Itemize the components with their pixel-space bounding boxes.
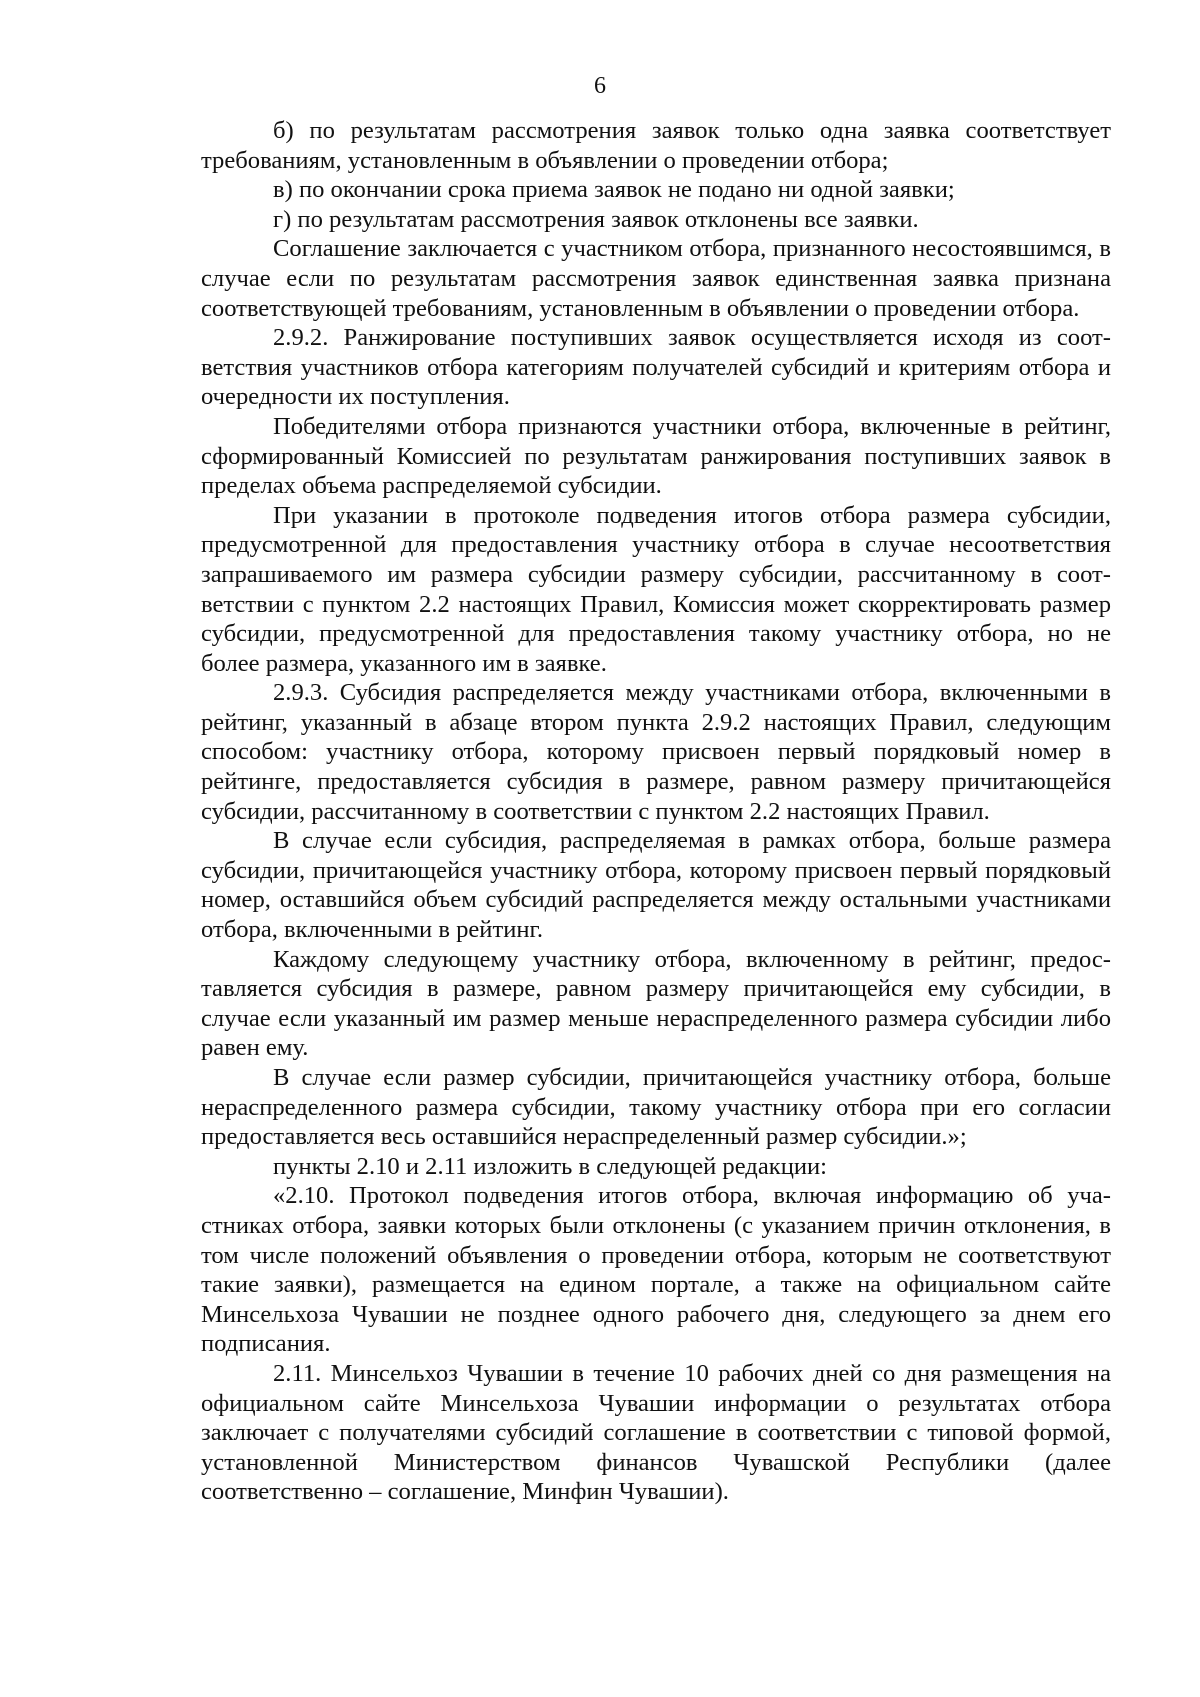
paragraph: 2.11. Минсельхоз Чувашии в течение 10 рабочих дней со дня размещения на официальном сайте Минсельхоза Чувашии информации о результатах отбора заключает с получателями субсидий соглашение в соответствии с типовой формой, установленной Министерством финансов Чувашской Республики (далее соответственно – соглашение, Минфин Чувашии). <box>201 1359 1111 1506</box>
paragraph: В случае если размер субсидии, причитающейся участнику отбора, больше нераспределенного размера субсидии, такому участнику отбора при его согласии предоставляется весь оставшийся нераспределенный размер субсидии.»; <box>201 1064 1111 1151</box>
page-number: 6 <box>594 73 606 99</box>
paragraph: При указании в протоколе подведения итогов отбора размера субсидии, предусмотренной для предоставления участнику отбора в случае несоответствия запрашиваемого им размера субсидии размеру субсидии, рассчитанному в соответствии с пунктом 2.2 настоящих Правил, Комиссия может скорректировать размер субсидии, предусмотренной для предоставления такому участнику отбора, но не более размера, указанного им в заявке. <box>201 501 1111 677</box>
paragraph: пункты 2.10 и 2.11 изложить в следующей редакции: <box>273 1152 828 1180</box>
paragraph: г) по результатам рассмотрения заявок отклонены все заявки. <box>273 205 919 233</box>
document-body <box>201 116 1111 1507</box>
paragraph: в) по окончании срока приема заявок не подано ни одной заявки; <box>273 176 955 204</box>
paragraph: 2.9.3. Субсидия распределяется между участниками отбора, включенными в рейтинг, указанный в абзаце втором пункта 2.9.2 настоящих Правил, следующим способом: участнику отбора, которому присвоен первый порядковый номер в рейтинге, предоставляется субсидия в размере, равном размеру причитающейся субсидии, рассчитанному в соответствии с пунктом 2.2 настоящих Правил. <box>201 679 1111 825</box>
paragraph: В случае если субсидия, распределяемая в рамках отбора, больше размера субсидии, причитающейся участнику отбора, которому присвоен первый порядковый номер, оставшийся объем субсидий распределяется между остальными участниками отбора, включенными в рейтинг. <box>201 827 1111 944</box>
paragraph: 2.9.2. Ранжирование поступивших заявок осуществляется исходя из соответствия участников отбора категориям получателей субсидий и критериям отбора и очередности их поступления. <box>201 324 1111 411</box>
paragraph: «2.10. Протокол подведения итогов отбора, включая информацию об участниках отбора, заявки которых были отклонены (с указанием причин отклонения, в том числе положений объявления о проведении отбора, которым не соответствуют такие заявки), размещается на едином портале, а также на официальном сайте Минсельхоза Чувашии не позднее одного рабочего дня, следующего за днем его подписания. <box>201 1182 1111 1358</box>
paragraph: Победителями отбора признаются участники отбора, включенные в рейтинг, сформированный Комиссией по результатам ранжирования поступивших заявок в пределах объема распределяемой субсидии. <box>201 412 1111 500</box>
paragraph: б) по результатам рассмотрения заявок только одна заявка соответствует требованиям, установленным в объявлении о проведении отбора; <box>201 117 1111 174</box>
paragraph: Соглашение заключается с участником отбора, признанного несостоявшимся, в случае если по результатам рассмотрения заявок единственная заявка признана соответствующей требованиям, установленным в объявлении о проведении отбора. <box>201 235 1111 322</box>
paragraph: Каждому следующему участнику отбора, включенному в рейтинг, предоставляется субсидия в размере, равном размеру причитающейся ему субсидии, в случае если указанный им размер меньше нераспределенного размера субсидии либо равен ему. <box>201 945 1111 1062</box>
